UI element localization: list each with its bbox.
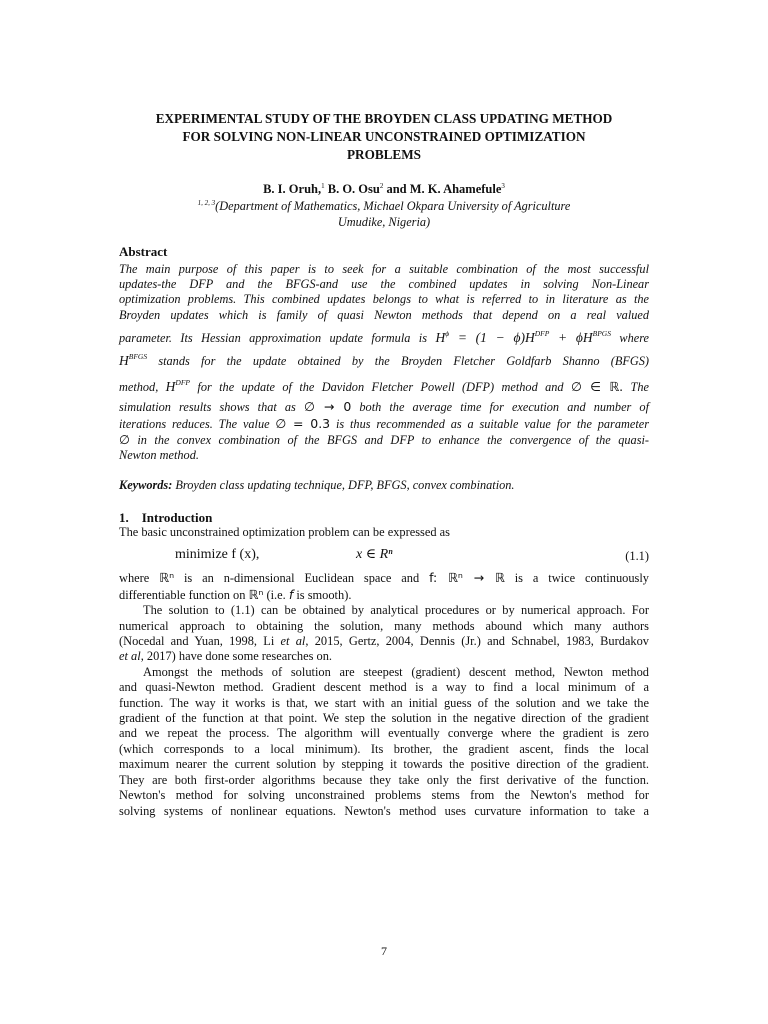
- intro-p3-line-6: (which corresponds to a local minimum). Its brother, the gradient ascent, finds the local: [119, 741, 649, 756]
- intro-p3-line-8: They are both first-order algorithms because they take only the first derivative of the function.: [119, 772, 649, 787]
- title-line-3: PROBLEMS: [346, 147, 421, 162]
- abstract-line-11: Newton method.: [119, 448, 199, 463]
- abstract-line-2: updates-the DFP and the BFGS-and use the combined updates in solving Non-Linear: [119, 277, 649, 292]
- intro-p2-line-1: The solution to (1.1) can be obtained by analytical procedures or by numerical approach. For: [143, 603, 649, 618]
- intro-p3-line-2: and quasi-Newton method. Gradient descent method is a way to find a local minimum of a: [119, 680, 649, 695]
- intro-p2-line-4: et al, 2017) have done some researches on.: [119, 649, 332, 664]
- keywords: [119, 478, 649, 493]
- intro-heading: 1. Introduction: [119, 510, 213, 525]
- intro-where-line-2: differentiable function on ℝⁿ (i.e. f is smooth).: [119, 586, 352, 602]
- hessian-formula: $H^\phi = (1 - \phi)H^{DFP} + \phi H^{BPGS}$: [435, 328, 611, 345]
- equation-left: minimize f (x),: [175, 547, 260, 563]
- affiliation: [119, 195, 649, 230]
- author-1: B. I. Oruh,: [263, 182, 322, 197]
- abstract-heading: Abstract: [119, 244, 168, 259]
- intro-body: [119, 525, 649, 819]
- intro-paragraph-1: The basic unconstrained optimization problem can be expressed as: [119, 525, 450, 539]
- intro-p3-line-1: Amongst the methods of solution are steepest (gradient) descent method, Newton method: [143, 664, 649, 679]
- affiliation-sup: 1, 2, 3: [197, 199, 216, 207]
- intro-p3-line-5: and we repeat the process. The algorithm will eventually converge where the gradient is zero: [119, 726, 649, 741]
- page-number: 7: [381, 944, 387, 958]
- equation-number: (1.1): [625, 549, 649, 564]
- abstract-line-5: parameter. Its Hessian approximation update formula is $H^\phi = (1 - \phi)H^{DFP} + \phi H^{BPGS}$ where: [119, 328, 649, 345]
- abstract-body: [119, 262, 649, 463]
- equation-1-1: [119, 544, 649, 568]
- abstract-line-9: iterations reduces. The value ∅ = 0.3 is thus recommended as a suitable value for the parameter: [119, 415, 649, 431]
- intro-where-line-1: where ℝⁿ is an n-dimensional Euclidean space and f: ℝⁿ → ℝ is a twice continuously: [119, 570, 649, 586]
- author-1-sup: 1: [321, 182, 325, 190]
- author-2: B. O. Osu: [324, 182, 380, 197]
- author-3-sup: 3: [501, 182, 505, 190]
- intro-p2-line-2: numerical approach to obtaining the solution, many methods abound which many authors: [119, 618, 649, 633]
- abstract-line-10: ∅ in the convex combination of the BFGS and DFP to enhance the convergence of the quasi-: [119, 431, 649, 447]
- affiliation-line-2: Umudike, Nigeria): [337, 215, 431, 230]
- intro-p3-line-4: gradient of the function at that point. We step the solution in the negative direction of the gradient: [119, 711, 649, 726]
- equation-domain: x ∈ Rⁿ: [356, 547, 393, 563]
- abstract-line-4: Broyden updates which is family of quasi Newton methods that depend on a real valued: [119, 307, 649, 322]
- affiliation-line-1: (Department of Mathematics, Michael Okpara University of Agriculture: [215, 199, 571, 214]
- author-2-sup: 2: [379, 182, 384, 190]
- abstract-line-1: The main purpose of this paper is to seek for a suitable combination of the most successful: [119, 262, 649, 276]
- abstract-line-6: $H^{BFGS}$ stands for the update obtained by the Broyden Fletcher Goldfarb Shanno (BFGS): [119, 352, 649, 369]
- intro-p3-line-10: solving systems of nonlinear equations. Newton's method uses curvature information to take a: [119, 803, 649, 818]
- abstract-line-7: method, $H^{DFP}$ for the update of the Davidon Fletcher Powell (DFP) method and ∅ ∈ ℝ. The: [119, 378, 649, 395]
- abstract-line-8: simulation results shows that as ∅ → 0 both the average time for execution and number of: [119, 399, 649, 415]
- keywords-text: Broyden class updating technique, DFP, BFGS, convex combination.: [172, 478, 515, 492]
- author-3: and M. K. Ahamefule: [383, 182, 502, 197]
- intro-p3-line-7: maximum nearer the current solution by stepping it towards the positive direction of the gradient.: [119, 757, 649, 772]
- intro-p3-line-9: Newton's method for solving unconstrained problems stems from the Newton's method for: [119, 788, 649, 803]
- title-line-2: FOR SOLVING NON-LINEAR UNCONSTRAINED OPTIMIZATION: [182, 129, 586, 144]
- abstract-line-3: optimization problems. This combined updates belongs to what is referred to in literature as the: [119, 292, 649, 307]
- keywords-label: Keywords:: [119, 478, 173, 492]
- paper-title: [119, 110, 649, 164]
- intro-p2-line-3: (Nocedal and Yuan, 1998, Li et al, 2015, Gertz, 2004, Dennis (Jr.) and Schnabel, 1983, Burdakov: [119, 634, 649, 649]
- title-line-1: EXPERIMENTAL STUDY OF THE BROYDEN CLASS UPDATING METHOD: [155, 111, 613, 126]
- intro-p3-line-3: function. The way it works is that, we start with an initial guess of the solution and we take the: [119, 695, 649, 710]
